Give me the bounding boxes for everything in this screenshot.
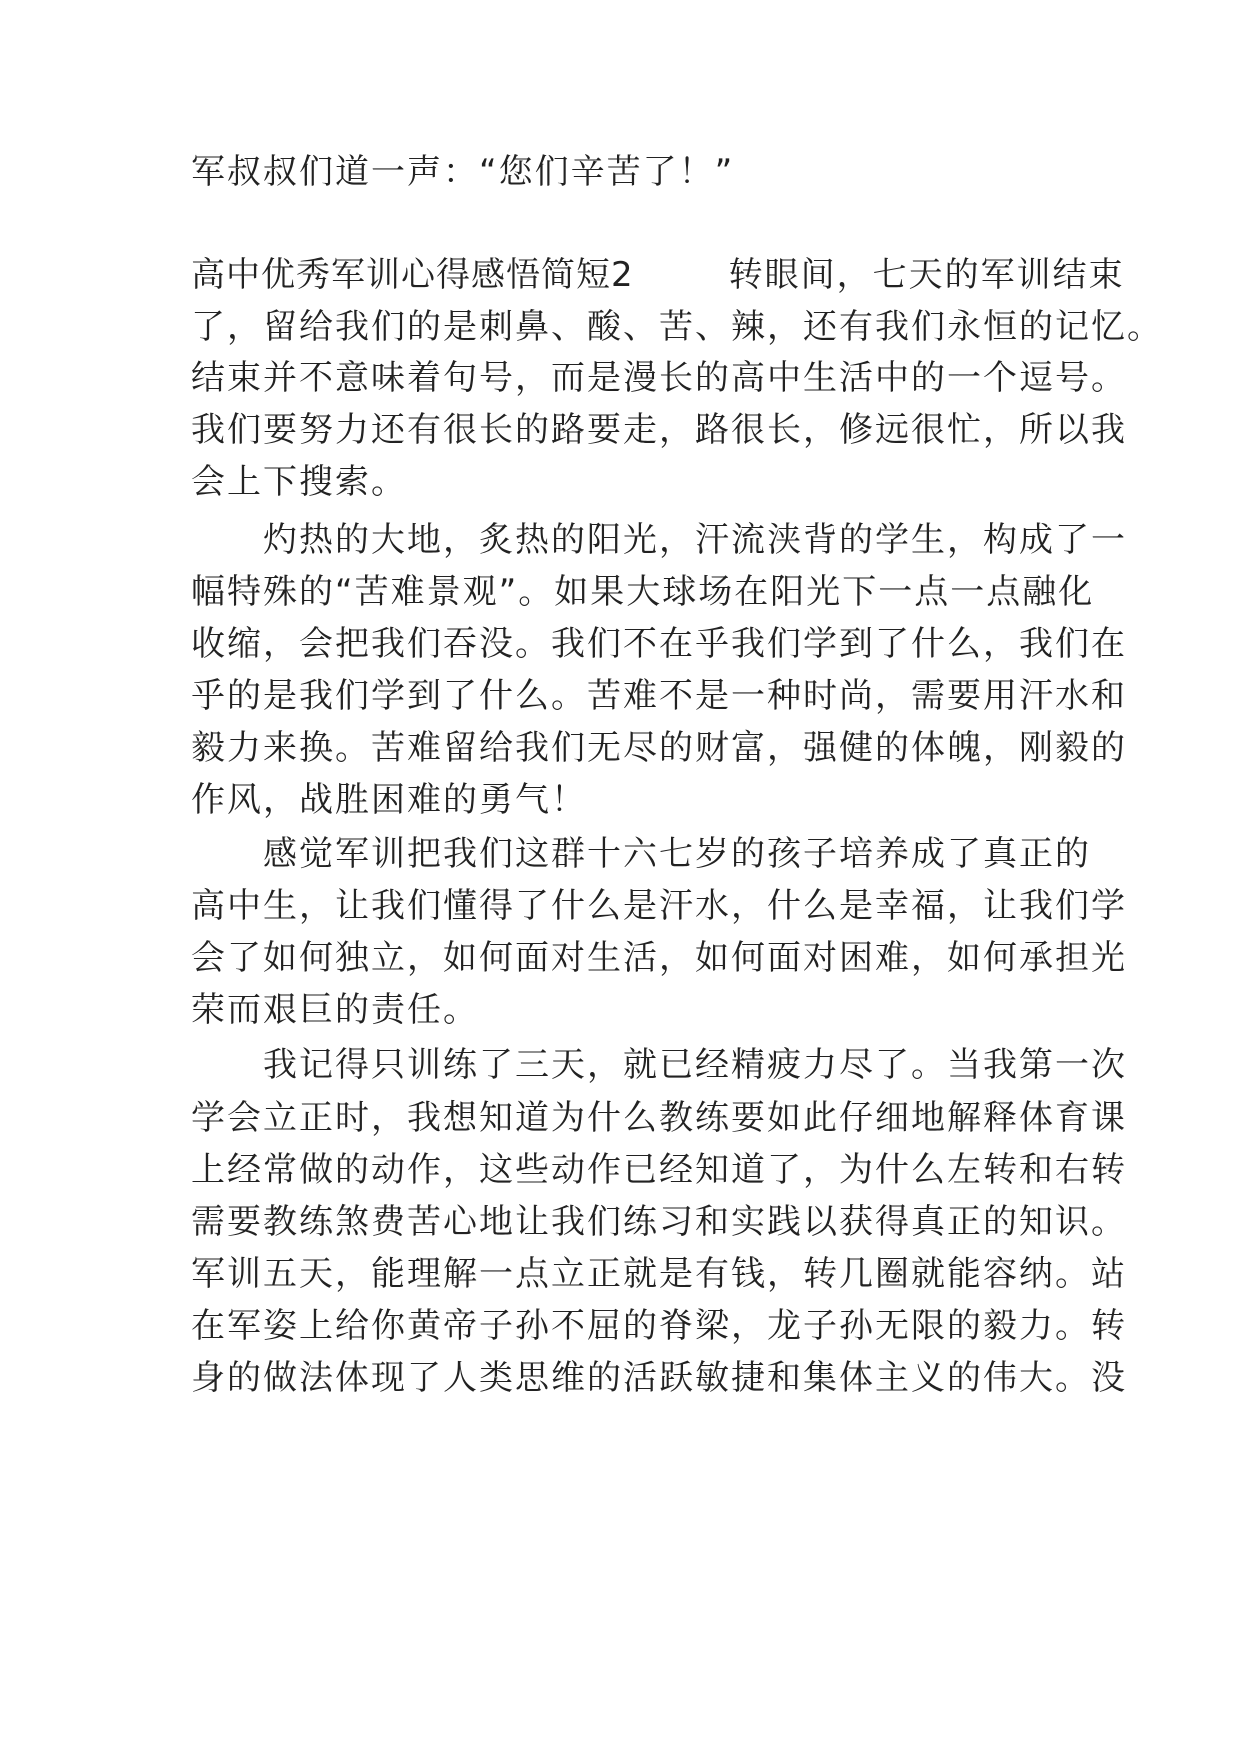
- text-line: 在军姿上给你黄帝子孙不屈的脊梁，龙子孙无限的毅力。转: [191, 1306, 1127, 1346]
- text-line: 感觉军训把我们这群十六七岁的孩子培养成了真正的: [191, 834, 1091, 874]
- text-line: 灼热的大地，炙热的阳光，汗流浃背的学生，构成了一: [191, 520, 1127, 560]
- text-line: 毅力来换。苦难留给我们无尽的财富，强健的体魄，刚毅的: [191, 728, 1127, 768]
- text-line: 收缩，会把我们吞没。我们不在乎我们学到了什么，我们在: [191, 624, 1127, 664]
- text-line: 军训五天，能理解一点立正就是有钱，转几圈就能容纳。站: [191, 1254, 1127, 1294]
- text-line: 军叔叔们道一声：“您们辛苦了！”: [191, 152, 735, 192]
- heading-line: [191, 255, 1125, 295]
- text-line: 身的做法体现了人类思维的活跃敏捷和集体主义的伟大。没: [191, 1358, 1127, 1398]
- text-line: 我记得只训练了三天，就已经精疲力尽了。当我第一次: [191, 1045, 1127, 1085]
- text-line: 荣而艰巨的责任。: [191, 990, 479, 1030]
- text-line: 幅特殊的“苦难景观”。如果大球场在阳光下一点一点融化: [191, 572, 1095, 612]
- text-line: 学会立正时，我想知道为什么教练要如此仔细地解释体育课: [191, 1098, 1127, 1138]
- text-line: 我们要努力还有很长的路要走，路很长，修远很忙，所以我: [191, 410, 1127, 450]
- text-segment: 转眼间，七天的军训结束: [728, 255, 1125, 295]
- text-line: 会了如何独立，如何面对生活，如何面对困难，如何承担光: [191, 938, 1127, 978]
- text-line: 高中生，让我们懂得了什么是汗水，什么是幸福，让我们学: [191, 886, 1127, 926]
- section-heading: 高中优秀军训心得感悟简短2: [191, 255, 634, 295]
- text-line: 了，留给我们的是刺鼻、酸、苦、辣，还有我们永恒的记忆。: [191, 307, 1163, 347]
- text-line: 会上下搜索。: [191, 462, 407, 502]
- text-line: 上经常做的动作，这些动作已经知道了，为什么左转和右转: [191, 1150, 1127, 1190]
- text-line: 作风，战胜困难的勇气！: [191, 780, 587, 820]
- text-line: 需要教练煞费苦心地让我们练习和实践以获得真正的知识。: [191, 1202, 1127, 1242]
- text-line: 乎的是我们学到了什么。苦难不是一种时尚，需要用汗水和: [191, 676, 1127, 716]
- text-line: 结束并不意味着句号，而是漫长的高中生活中的一个逗号。: [191, 358, 1127, 398]
